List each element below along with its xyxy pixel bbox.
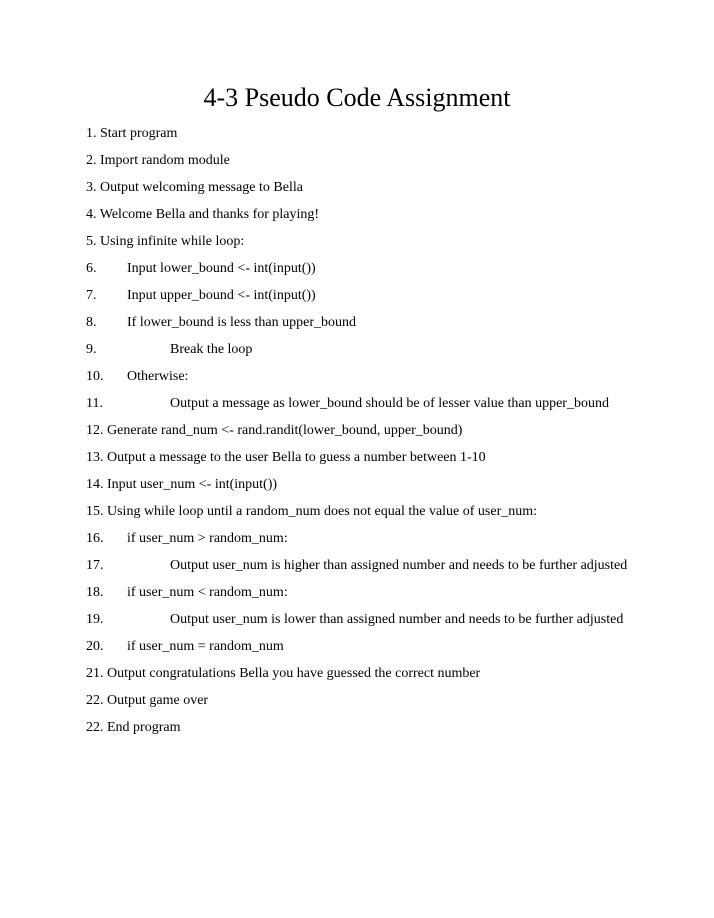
line-text: Using while loop until a random_num does not equal the value of user_num: [107,504,538,519]
line-text: Otherwise: [127,369,189,384]
line-text: Output congratulations Bella you have guessed the correct number [107,666,481,681]
line-text: End program [107,720,181,735]
line-number: 4. [86,207,97,222]
pseudo-code-line [86,662,686,689]
line-text: Break the loop [170,342,253,357]
document-title: 4-3 Pseudo Code Assignment [203,83,511,112]
pseudo-code-line [86,230,686,257]
pseudo-code-line [86,122,686,149]
line-number: 6. [86,261,97,276]
line-text: Output welcoming message to Bella [100,180,303,195]
line-text: Generate rand_num <- rand.randit(lower_bound, upper_bound) [107,423,463,438]
line-number: 9. [86,342,97,357]
line-text: Output user_num is higher than assigned number and needs to be further adjusted [170,558,628,573]
line-text: Output a message as lower_bound should be of lesser value than upper_bound [170,396,609,411]
pseudo-code-line [86,527,686,554]
pseudo-code-line [86,203,686,230]
line-text: Import random module [100,153,230,168]
line-number: 18. [86,585,104,600]
line-number: 16. [86,531,104,546]
pseudo-code-line [86,581,686,608]
line-text: Input upper_bound <- int(input()) [127,288,316,303]
line-text: Input user_num <- int(input()) [107,477,278,492]
pseudo-code-line [86,689,686,716]
line-text: Welcome Bella and thanks for playing! [99,207,320,222]
pseudo-code-line [86,149,686,176]
line-number: 1. [86,126,97,141]
pseudo-code-line [86,446,686,473]
pseudo-code-line [86,392,686,419]
pseudo-code-line [86,257,686,284]
line-number: 5. [86,234,97,249]
line-text: Using infinite while loop: [100,234,245,249]
line-text: Output user_num is lower than assigned number and needs to be further adjusted [170,612,624,627]
pseudo-code-line [86,176,686,203]
pseudo-code-line [86,716,686,743]
pseudo-code-line [86,311,686,338]
line-number: 12. [86,423,104,438]
pseudo-code-line [86,419,686,446]
line-number: 20. [86,639,104,654]
pseudo-code-line [86,554,686,581]
line-number: 21. [86,666,104,681]
pseudo-code-line [86,284,686,311]
pseudo-code-line [86,500,686,527]
line-text: Start program [100,126,178,141]
line-text: If lower_bound is less than upper_bound [127,315,357,330]
line-number: 14. [86,477,104,492]
line-number: 19. [86,612,104,627]
line-number: 10. [86,369,104,384]
pseudo-code-line [86,608,686,635]
line-number: 22. [86,720,104,735]
line-number: 15. [86,504,104,519]
line-number: 2. [86,153,97,168]
pseudo-code-line [86,338,686,365]
line-number: 8. [86,315,97,330]
pseudo-code-line [86,365,686,392]
line-text: if user_num < random_num: [127,585,288,600]
pseudo-code-list [86,122,686,743]
line-text: Input lower_bound <- int(input()) [127,261,316,276]
pseudo-code-line [86,635,686,662]
line-number: 7. [86,288,97,303]
line-number: 3. [86,180,97,195]
pseudo-code-line [86,473,686,500]
line-text: if user_num > random_num: [127,531,288,546]
line-number: 22. [86,693,104,708]
line-number: 17. [86,558,104,573]
line-text: Output game over [107,693,209,708]
line-text: if user_num = random_num [127,639,284,654]
line-text: Output a message to the user Bella to guess a number between 1-10 [107,450,486,465]
line-number: 11. [86,396,103,411]
line-number: 13. [86,450,104,465]
